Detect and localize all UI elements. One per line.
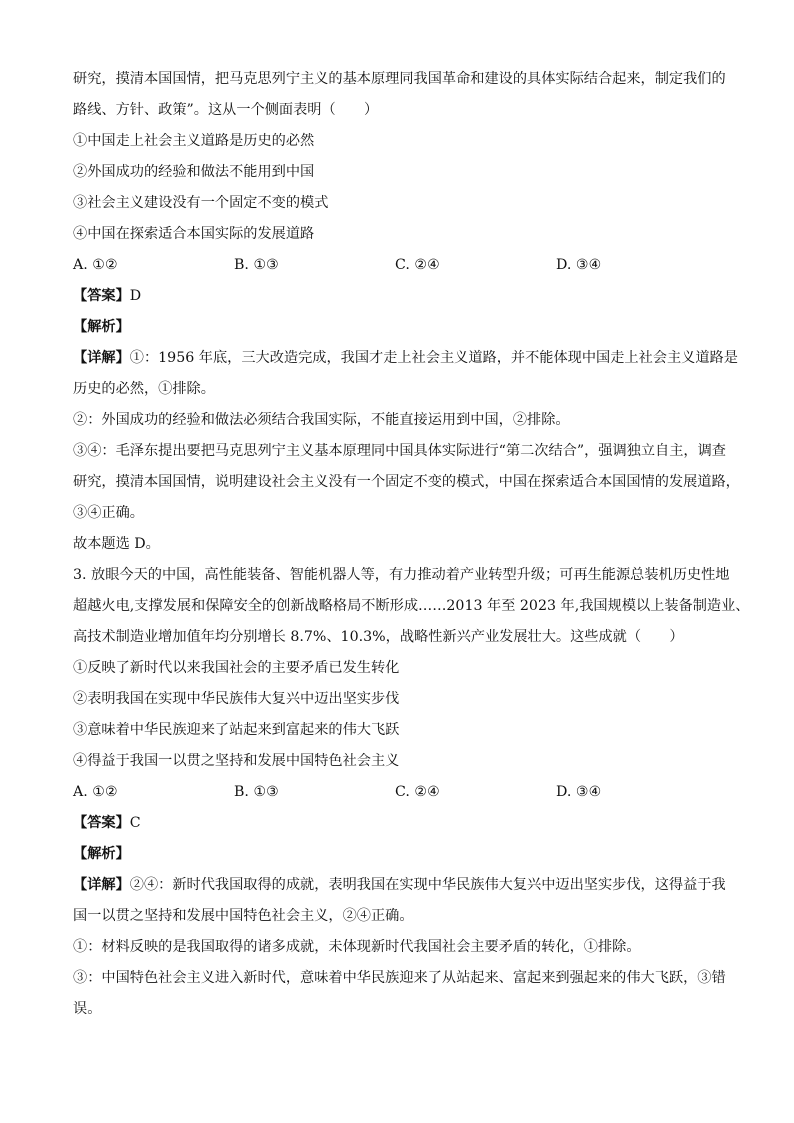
q3-statement-3: ③意味着中华民族迎来了站起来到富起来的伟大飞跃 (73, 722, 400, 738)
q2-analysis-tag: 【解析】 (73, 319, 130, 335)
q2-detail-text-1: ①：1956 年底，三大改造完成，我国才走上社会主义道路，并不能体现中国走上社会主义道路是 (129, 350, 738, 366)
q3-statement-1: ①反映了新时代以来我国社会的主要矛盾已发生转化 (73, 660, 400, 676)
document-page (73, 64, 750, 1025)
q2-statement-4: ④中国在探索适合本国实际的发展道路 (73, 226, 315, 242)
q3-detail-line-4: ③：中国特色社会主义进入新时代，意味着中华民族迎来了从站起来、富起来到强起来的伟大飞跃，③错 (73, 970, 726, 986)
q3-options (73, 777, 735, 808)
q3-option-a: A. ①② (73, 784, 118, 800)
q3-detail-line-3: ①：材料反映的是我国取得的诸多成就，未体现新时代我国社会主要矛盾的转化，①排除。 (73, 939, 641, 955)
q2-detail-line-6: ③④正确。 (73, 505, 144, 521)
q2-answer-tag: 【答案】 (73, 288, 130, 304)
q2-detail-line-2: 历史的必然，①排除。 (73, 381, 215, 397)
q3-option-c: C. ②④ (395, 784, 440, 800)
q2-analysis-heading (73, 312, 735, 343)
q3-answer (73, 808, 735, 839)
q2-answer-value: D (129, 288, 142, 304)
q3-statement-4: ④得益于我国一以贯之坚持和发展中国特色社会主义 (73, 753, 400, 769)
q2-detail-tag: 【详解】 (73, 350, 130, 366)
q3-answer-value: C (129, 815, 141, 831)
q3-stem-line-3: 高技术制造业增加值年均分别增长 8.7%、10.3%，战略性新兴产业发展壮大。这些成就（ ） (73, 629, 684, 645)
q2-statement-3: ③社会主义建设没有一个固定不变的模式 (73, 195, 329, 211)
q2-detail-line-7: 故本题选 D。 (73, 536, 160, 552)
q3-statement-2: ②表明我国在实现中华民族伟大复兴中迈出坚实步伐 (73, 691, 400, 707)
q3-detail-line-2: 国一以贯之坚持和发展中国特色社会主义，②④正确。 (73, 908, 414, 924)
q2-statement-1: ①中国走上社会主义道路是历史的必然 (73, 133, 315, 149)
q3-detail-text-1: ②④：新时代我国取得的成就，表明我国在实现中华民族伟大复兴中迈出坚实步伐，这得益于我 (129, 877, 726, 893)
q3-analysis-heading (73, 839, 735, 870)
q3-analysis-tag: 【解析】 (73, 846, 130, 862)
q3-detail-line-5: 误。 (73, 1001, 102, 1017)
q3-answer-tag: 【答案】 (73, 815, 130, 831)
q3-option-b: B. ①③ (234, 784, 279, 800)
q2-option-c: C. ②④ (395, 257, 440, 273)
q2-answer (73, 281, 735, 312)
q2-stem-line-2: 路线、方针、政策”。这从一个侧面表明（ ） (73, 102, 379, 118)
q2-detail-line-1 (73, 343, 738, 374)
q3-stem-line-1: 3. 放眼今天的中国，高性能装备、智能机器人等，有力推动着产业转型升级；可再生能源总装机历史性地 (73, 567, 730, 583)
q3-option-d: D. ③④ (556, 784, 602, 800)
q2-detail-line-4: ③④：毛泽东提出要把马克思列宁主义基本原理同中国具体实际进行“第二次结合”，强调独立自主，调查 (73, 443, 726, 459)
q2-option-a: A. ①② (73, 257, 118, 273)
q3-detail-tag: 【详解】 (73, 877, 130, 893)
q2-options (73, 250, 735, 281)
q3-detail-line-1 (73, 870, 735, 901)
q2-detail-line-3: ②：外国成功的经验和做法必须结合我国实际，不能直接运用到中国，②排除。 (73, 412, 570, 428)
q2-detail-line-5: 研究，摸清本国国情，说明建设社会主义没有一个固定不变的模式，中国在探索适合本国国情的发展道路， (73, 474, 740, 490)
q3-stem-line-2: 超越火电,支撑发展和保障安全的创新战略格局不断形成……2013 年至 2023 年,我国规模以上装备制造业、 (73, 598, 750, 614)
q2-statement-2: ②外国成功的经验和做法不能用到中国 (73, 164, 315, 180)
q2-option-b: B. ①③ (234, 257, 279, 273)
q2-stem-line-1: 研究，摸清本国国情，把马克思列宁主义的基本原理同我国革命和建设的具体实际结合起来，制定我们的 (73, 71, 726, 87)
q2-option-d: D. ③④ (556, 257, 602, 273)
